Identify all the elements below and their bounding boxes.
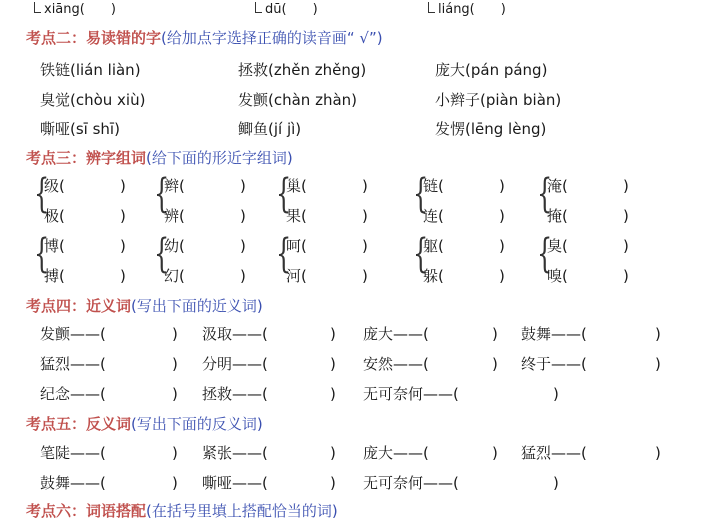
section-instruction: (给加点字选择正确的读音画“ √”) <box>161 29 383 47</box>
char-item: 臭( <box>547 237 568 255</box>
char-item: 呵( <box>286 237 307 255</box>
section-instruction: (写出下面的近义词) <box>131 297 263 315</box>
close-paren: ) <box>492 444 498 462</box>
section-heading: 考点三：辨字组词 <box>26 149 147 167</box>
close-paren: ) <box>240 207 246 225</box>
close-paren: ) <box>172 474 178 492</box>
synonym-item: 猛烈——( <box>40 355 106 373</box>
antonym-item: 鼓舞——( <box>40 474 106 492</box>
char-item: 果( <box>286 207 307 225</box>
synonym-item: 终于——( <box>521 355 587 373</box>
brace-icon: { <box>154 171 170 217</box>
close-paren: ) <box>120 267 126 285</box>
section-instruction: (给下面的形近字组词) <box>146 149 293 167</box>
char-item: 幻( <box>164 267 185 285</box>
antonym-item: 嘶哑——( <box>202 474 268 492</box>
close-paren: ) <box>499 237 505 255</box>
close-paren: ) <box>553 474 559 492</box>
char-item: 辨( <box>164 207 185 225</box>
char-item: 级( <box>44 177 65 195</box>
synonym-item: 汲取——( <box>202 325 268 343</box>
brace-icon: { <box>537 171 553 217</box>
close-paren: ) <box>499 177 505 195</box>
close-paren: ) <box>655 325 661 343</box>
pinyin-item: 鲫鱼(jí jì) <box>238 120 302 138</box>
bracket-hook <box>255 2 262 13</box>
antonym-item: 庞大——( <box>363 444 429 462</box>
synonym-item: 纪念——( <box>40 385 106 403</box>
section-instruction: (在括号里填上搭配恰当的词) <box>146 502 338 520</box>
char-item: 河( <box>286 267 307 285</box>
pinyin-item: 庞大(pán páng) <box>435 61 548 79</box>
pinyin-blank-1: xiāng( ) <box>44 2 116 17</box>
close-paren: ) <box>330 474 336 492</box>
close-paren: ) <box>623 237 629 255</box>
brace-icon: { <box>276 231 292 277</box>
section-heading: 考点六：词语搭配 <box>26 502 147 520</box>
close-paren: ) <box>362 267 368 285</box>
section-title-3 <box>26 148 293 168</box>
char-item: 辫( <box>164 177 185 195</box>
close-paren: ) <box>553 385 559 403</box>
close-paren: ) <box>240 267 246 285</box>
close-paren: ) <box>499 207 505 225</box>
close-paren: ) <box>623 177 629 195</box>
section-title-6 <box>26 501 338 521</box>
antonym-item: 紧张——( <box>202 444 268 462</box>
synonym-item: 拯救——( <box>202 385 268 403</box>
char-item: 搏( <box>44 267 65 285</box>
synonym-item: 鼓舞——( <box>521 325 587 343</box>
close-paren: ) <box>330 444 336 462</box>
close-paren: ) <box>120 207 126 225</box>
close-paren: ) <box>172 325 178 343</box>
close-paren: ) <box>362 237 368 255</box>
brace-icon: { <box>413 231 429 277</box>
char-item: 极( <box>44 207 65 225</box>
close-paren: ) <box>172 385 178 403</box>
section-title-4 <box>26 296 263 316</box>
close-paren: ) <box>362 207 368 225</box>
close-paren: ) <box>240 177 246 195</box>
pinyin-item: 嘶哑(sī shī) <box>40 120 120 138</box>
bracket-hook <box>34 2 41 13</box>
pinyin-item: 小辫子(piàn biàn) <box>435 91 562 109</box>
antonym-item: 笔陡——( <box>40 444 106 462</box>
section-title-5 <box>26 414 263 434</box>
close-paren: ) <box>362 177 368 195</box>
char-item: 连( <box>423 207 444 225</box>
close-paren: ) <box>623 207 629 225</box>
close-paren: ) <box>120 237 126 255</box>
brace-icon: { <box>154 231 170 277</box>
pinyin-item: 发愣(lēng lèng) <box>435 120 547 138</box>
close-paren: ) <box>330 385 336 403</box>
close-paren: ) <box>172 355 178 373</box>
close-paren: ) <box>492 325 498 343</box>
section-heading: 考点五：反义词 <box>26 415 132 433</box>
char-item: 淹( <box>547 177 568 195</box>
close-paren: ) <box>330 325 336 343</box>
brace-icon: { <box>34 231 50 277</box>
pinyin-item: 发颤(chàn zhàn) <box>238 91 358 109</box>
pinyin-item: 拯救(zhěn zhěng) <box>238 61 367 79</box>
close-paren: ) <box>240 237 246 255</box>
close-paren: ) <box>492 355 498 373</box>
pinyin-item: 铁链(lián liàn) <box>40 61 141 79</box>
close-paren: ) <box>120 177 126 195</box>
close-paren: ) <box>655 444 661 462</box>
char-item: 巢( <box>286 177 307 195</box>
section-heading: 考点四：近义词 <box>26 297 132 315</box>
pinyin-blank-3: liáng( ) <box>438 2 506 17</box>
bracket-hook <box>428 2 435 13</box>
char-item: 博( <box>44 237 65 255</box>
pinyin-blank-2: dū( ) <box>265 2 318 17</box>
synonym-item: 安然——( <box>363 355 429 373</box>
antonym-item: 无可奈何——( <box>363 474 459 492</box>
synonym-item: 发颤——( <box>40 325 106 343</box>
close-paren: ) <box>330 355 336 373</box>
char-item: 链( <box>423 177 444 195</box>
brace-icon: { <box>276 171 292 217</box>
char-item: 躯( <box>423 237 444 255</box>
brace-icon: { <box>413 171 429 217</box>
section-instruction: (写出下面的反义词) <box>131 415 263 433</box>
antonym-item: 猛烈——( <box>521 444 587 462</box>
synonym-item: 庞大——( <box>363 325 429 343</box>
synonym-item: 分明——( <box>202 355 268 373</box>
pinyin-item: 臭觉(chòu xiù) <box>40 91 146 109</box>
close-paren: ) <box>623 267 629 285</box>
brace-icon: { <box>537 231 553 277</box>
char-item: 掩( <box>547 207 568 225</box>
brace-icon: { <box>34 171 50 217</box>
section-title-2 <box>26 28 383 48</box>
char-item: 嗅( <box>547 267 568 285</box>
char-item: 躲( <box>423 267 444 285</box>
char-item: 幼( <box>164 237 185 255</box>
close-paren: ) <box>172 444 178 462</box>
synonym-item: 无可奈何——( <box>363 385 459 403</box>
close-paren: ) <box>499 267 505 285</box>
section-heading: 考点二：易读错的字 <box>26 29 162 47</box>
close-paren: ) <box>655 355 661 373</box>
